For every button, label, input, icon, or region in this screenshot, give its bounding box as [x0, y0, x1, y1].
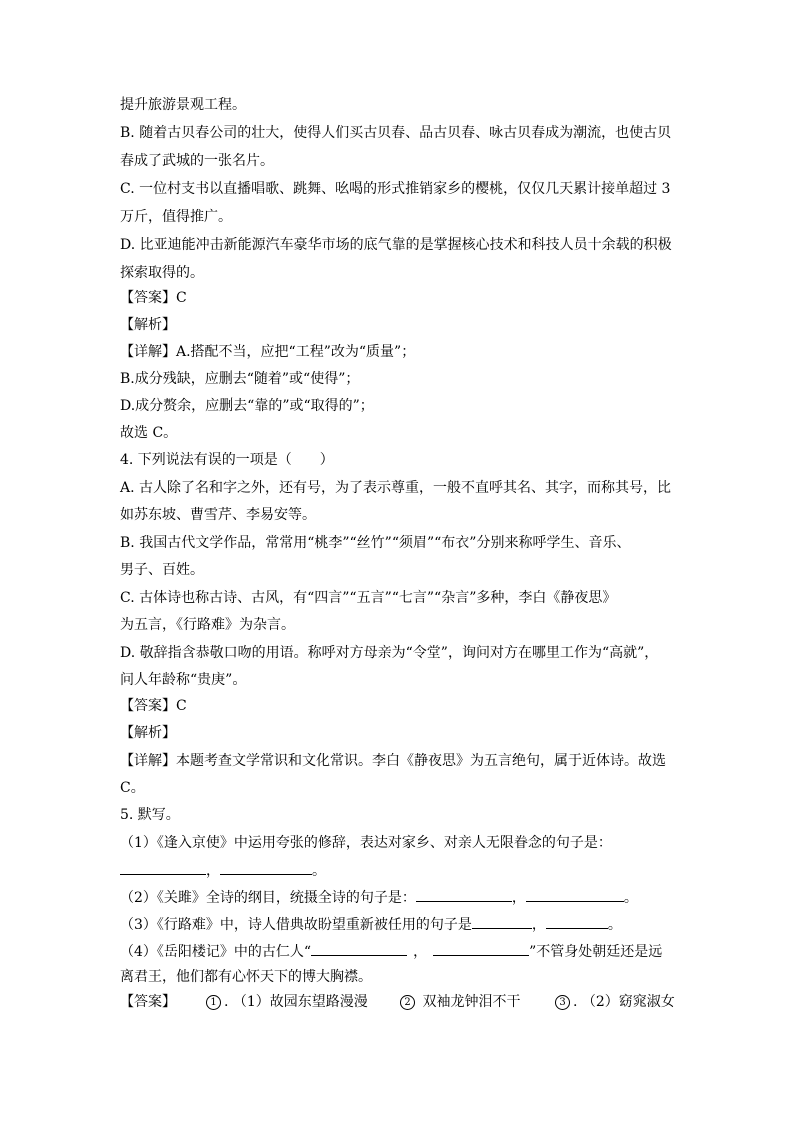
- answer-blank: [120, 860, 206, 875]
- question-5-title: 5. 默写。: [120, 807, 180, 823]
- analysis-label: 【解析】: [120, 725, 176, 741]
- text-line: 男子、百姓。: [120, 562, 204, 578]
- text-line: 提升旅游景观工程。: [120, 97, 246, 113]
- end-mark: 。: [607, 917, 622, 933]
- text-line: 万斤，值得推广。: [120, 209, 232, 225]
- answer-label: 【答案】C: [120, 290, 187, 306]
- answer-label: 【答案】: [120, 994, 176, 1010]
- answer-blank: [220, 860, 312, 875]
- number-circle: 2: [400, 995, 415, 1010]
- answer-item-text: . （1）故园东望路漫漫: [224, 994, 368, 1010]
- answer-blank: [433, 941, 529, 956]
- option-d-line: D. 敬辞指含恭敬口吻的用语。称呼对方母亲为“令堂”，询问对方在哪里工作为“高就”，: [120, 645, 659, 661]
- option-c-line: C. 古体诗也称古诗、古风，有“四言”“五言”“七言”“杂言”多种，李白《静夜思》: [120, 590, 617, 606]
- option-b-line: B. 随着古贝春公司的壮大，使得人们买古贝春、品古贝春、咏古贝春成为潮流，也使古贝: [120, 125, 672, 141]
- answer-blank: [416, 887, 512, 902]
- option-b-line: B. 我国古代文学作品，常常用“桃李”“丝竹”“须眉”“布衣”分别来称呼学生、音乐、: [120, 535, 631, 551]
- separator: ，: [413, 944, 428, 960]
- separator: ，: [206, 863, 220, 879]
- q5-4-tail: ”不管身处朝廷还是远: [529, 944, 663, 960]
- detail-line: 【详解】A.搭配不当，应把“工程”改为“质量”；: [120, 344, 416, 360]
- text-line: C。: [120, 780, 145, 796]
- detail-line: D.成分赘余，应删去“靠的”或“取得的”；: [120, 398, 374, 414]
- q5-2-line: [120, 887, 638, 908]
- number-circle: 1: [206, 995, 221, 1010]
- answer-blank: [546, 914, 608, 929]
- answer-blank: [472, 914, 532, 929]
- answer-label: 【答案】C: [120, 698, 187, 714]
- answer-blank: [526, 887, 624, 902]
- answer-item-1: [206, 992, 368, 1012]
- option-a-line: A. 古人除了名和字之外，还有号，为了表示尊重，一般不直呼其名、其字，而称其号，比: [120, 480, 672, 496]
- text-line: 春成了武城的一张名片。: [120, 153, 274, 169]
- number-circle: 3: [555, 995, 570, 1010]
- analysis-label: 【解析】: [120, 317, 176, 333]
- text-line: 探索取得的。: [120, 265, 204, 281]
- q5-1-line: （1）《逢入京使》中运用夸张的修辞，表达对家乡、对亲人无限眷念的句子是：: [120, 835, 612, 851]
- text-line: 为五言，《行路难》为杂言。: [120, 617, 295, 633]
- end-mark: 。: [623, 890, 638, 906]
- answer-item-3: [555, 992, 675, 1012]
- detail-line: B.成分残缺，应删去“随着”或“使得”；: [120, 371, 360, 387]
- q5-4-continuation: 离君王，他们都有心怀天下的博大胸襟。: [120, 969, 372, 985]
- separator: ，: [531, 917, 546, 933]
- q5-3-text: （3）《行路难》中，诗人借典故盼望重新被任用的句子是: [120, 917, 472, 933]
- end-mark: 。: [312, 863, 326, 879]
- text-line: 问人年龄称“贵庚”。: [120, 672, 247, 688]
- answer-blank: [311, 941, 407, 956]
- q5-4-line: [120, 941, 662, 962]
- answer-item-text: . （2）窈窕淑女: [573, 994, 675, 1010]
- question-4-title: 4. 下列说法有误的一项是（ ）: [120, 452, 334, 468]
- option-d-line: D. 比亚迪能冲击新能源汽车豪华市场的底气靠的是掌握核心技术和科技人员十余载的积极: [120, 237, 672, 253]
- answer-item-text: 双袖龙钟泪不干: [418, 994, 521, 1010]
- q5-4-text: （4）《岳阳楼记》中的古仁人“: [120, 944, 312, 960]
- option-c-line: C. 一位村支书以直播唱歌、跳舞、吆喝的形式推销家乡的樱桃，仅仅几天累计接单超过 3: [120, 181, 671, 197]
- q5-3-line: [120, 914, 622, 935]
- detail-line: 故选 C。: [120, 425, 178, 441]
- separator: ，: [511, 890, 526, 906]
- text-line: 如苏东坡、曹雪芹、李易安等。: [120, 507, 316, 523]
- detail-line: 【详解】本题考查文学常识和文化常识。李白《静夜思》为五言绝句，属于近体诗。故选: [120, 753, 666, 769]
- q5-2-text: （2）《关雎》全诗的纲目，统摄全诗的句子是：: [120, 890, 416, 906]
- q5-1-blanks: [120, 860, 326, 881]
- answer-item-2: [400, 992, 520, 1012]
